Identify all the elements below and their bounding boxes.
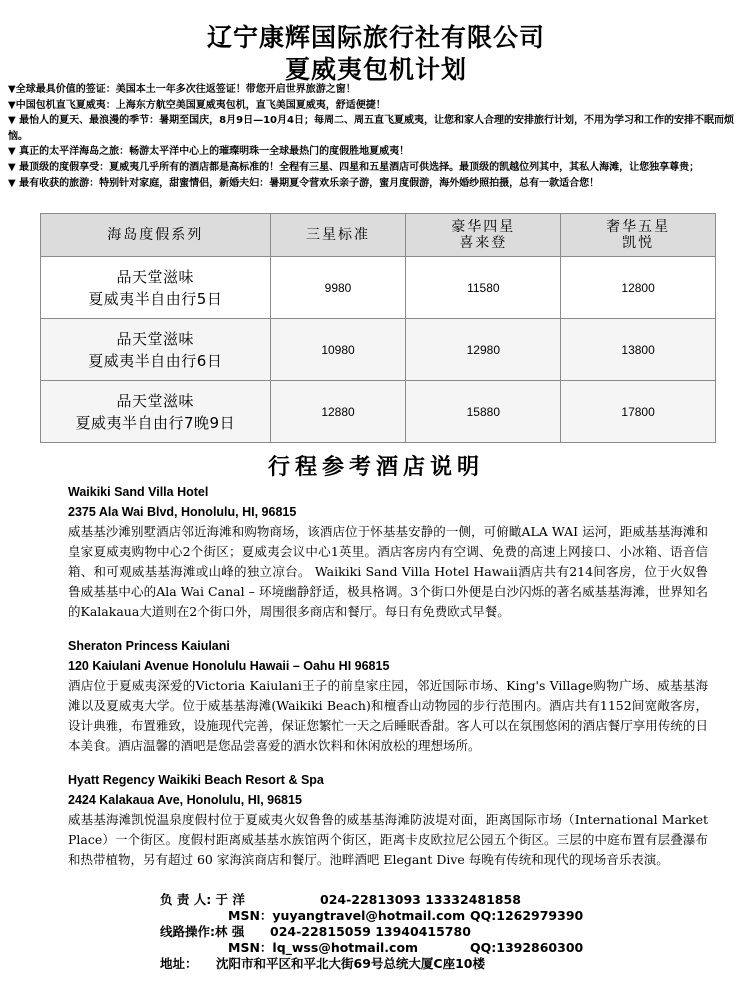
price-three-star: 12880 xyxy=(270,381,406,443)
header-five-star: 奢华五星 凯悦 xyxy=(561,214,716,257)
price-four-star: 11580 xyxy=(406,257,561,319)
header-three-star: 三星标准 xyxy=(270,214,406,257)
hotel-description: 威基基海滩凯悦温泉度假村位于夏威夷火奴鲁鲁的威基基海滩防波堤对面，距离国际市场（International Market Place）一个街区。度假村距离威基基水族馆两个街区，距离卡皮欧拉尼公园五个街区。三层的中庭布置有层叠瀑布和热带植物，另有超过 60 家海滨商店和餐厅。池畔酒吧 Elegant Dive 每晚有传统和现代的现场音乐表演。 xyxy=(68,812,708,867)
address-value: 沈阳市和平区和平北大街69号总统大厦C座10楼 xyxy=(216,956,485,971)
hotel-address: 2375 Ala Wai Blvd, Honolulu, HI, 96815 xyxy=(68,505,297,519)
hotel-section-title: 行程参考酒店说明 xyxy=(267,455,484,480)
contact-row xyxy=(160,908,720,924)
hotel-block-sheraton xyxy=(68,636,708,756)
hotel-block-hyatt xyxy=(68,770,708,870)
package-price-table xyxy=(40,213,716,443)
header-four-star: 豪华四星 喜来登 xyxy=(406,214,561,257)
feature-item: ▼ 最有收获的旅游：特别针对家庭，甜蜜情侣，新婚夫妇：暑期夏令营欢乐亲子游，蜜月度假游，海外婚纱照拍摄，总有一款适合您！ xyxy=(8,177,600,189)
hotel-block-sand-villa xyxy=(68,482,708,622)
contact-manager-msn: MSN：yuyangtravel@hotmail.com xyxy=(228,908,466,923)
contact-row xyxy=(160,940,720,956)
contact-operator-msn: MSN：lq_wss@hotmail.com xyxy=(228,940,419,955)
price-four-star: 12980 xyxy=(406,319,561,381)
contact-info xyxy=(160,892,720,972)
hotel-name: Waikiki Sand Villa Hotel xyxy=(68,485,209,499)
hotel-address: 2424 Kalakaua Ave, Honolulu, HI, 96815 xyxy=(68,793,302,807)
table-row xyxy=(41,257,716,319)
price-three-star: 10980 xyxy=(270,319,406,381)
hotel-description: 威基基沙滩别墅酒店邻近海滩和购物商场，该酒店位于怀基基安静的一侧，可俯瞰ALA WAI 运河，距威基基海滩和皇家夏威夷购物中心2个街区；夏威夷会议中心1英里。酒店客房内有空调、免费的高速上网接口、小冰箱、语音信箱、和可观威基基海滩或山峰的独立凉台。 Waikiki Sand Villa Hotel Hawaii酒店共有214间客房，位于火奴鲁鲁威基基中心的Ala Wai Canal – 环境幽静舒适，极具格调。3个街口外便是白沙闪烁的著名威基基海滩，世界知名的Kalakaua大道则在2个街口外，周围很多商店和餐厅。每日有免费欧式早餐。 xyxy=(68,524,708,619)
price-five-star: 17800 xyxy=(561,381,716,443)
price-five-star: 13800 xyxy=(561,319,716,381)
address-label: 地址： xyxy=(160,956,198,971)
contact-row xyxy=(160,956,720,972)
contact-row xyxy=(160,924,720,940)
package-name-line2: 夏威夷半自由行7晚9日 xyxy=(75,413,236,432)
contact-operator-phone: 024-22815059 13940415780 xyxy=(270,924,471,939)
feature-item: ▼全球最具价值的签证：美国本土一年多次往返签证！带您开启世界旅游之窗！ xyxy=(8,84,356,95)
contact-manager-qq: QQ:1262979390 xyxy=(470,908,584,923)
contact-manager-phone: 024-22813093 13332481858 xyxy=(320,892,521,907)
package-name-line2: 夏威夷半自由行5日 xyxy=(88,289,223,308)
package-name xyxy=(41,257,271,319)
feature-item: ▼中国包机直飞夏威夷：上海东方航空美国夏威夷包机，直飞美国夏威夷，舒适便捷！ xyxy=(8,99,386,111)
price-four-star: 15880 xyxy=(406,381,561,443)
hotel-name: Hyatt Regency Waikiki Beach Resort & Spa xyxy=(68,773,324,787)
package-name-line1: 品天堂滋味 xyxy=(116,267,195,286)
contact-operator: 线路操作:林 强 xyxy=(160,924,245,939)
table-row xyxy=(41,381,716,443)
feature-item: ▼ 最顶级的度假享受：夏威夷几乎所有的酒店都是高标准的！全程有三星、四星和五星酒店可供选择。最顶级的凯越位列其中，其私人海滩，让您独享尊贵； xyxy=(8,161,700,173)
price-five-star: 12800 xyxy=(561,257,716,319)
table-row xyxy=(41,319,716,381)
hotel-name: Sheraton Princess Kaiulani xyxy=(68,639,230,653)
feature-item: ▼ 真正的太平洋海岛之旅：畅游太平洋中心上的璀璨明珠一全球最热门的度假胜地夏威夷！ xyxy=(8,146,410,158)
package-name xyxy=(41,319,271,381)
hotel-address: 120 Kaiulani Avenue Honolulu Hawaii – Oahu HI 96815 xyxy=(68,659,390,673)
package-name xyxy=(41,381,271,443)
feature-list xyxy=(8,82,746,191)
hotel-description: 酒店位于夏威夷深爱的Victoria Kaiulani王子的前皇家庄园，邻近国际市场、King's Village购物广场、威基基海滩以及夏威夷大学。位于威基基海滩(Waikiki Beach)和檀香山动物园的步行范围内。酒店共有1152间宽敞客房，设计典雅，布置雅致，设施现代完善，保证您繁忙一天之后睡眠香甜。客人可以在氛围悠闲的酒店餐厅享用传统的日本美食。酒店温馨的酒吧是您品尝喜爱的酒水饮料和休闲放松的理想场所。 xyxy=(68,678,708,753)
contact-row xyxy=(160,892,720,908)
package-name-line1: 品天堂滋味 xyxy=(116,329,195,348)
package-name-line2: 夏威夷半自由行6日 xyxy=(88,351,223,370)
feature-item: ▼ 最怡人的夏天、最浪漫的季节：暑期至国庆，8月9日—10月4日；每周二、周五直飞夏威夷，让您和家人合理的安排旅行计划，不用为学习和工作的安排不眠而烦恼。 xyxy=(8,115,734,142)
contact-operator-qq: QQ:1392860300 xyxy=(470,940,584,955)
header-series: 海岛度假系列 xyxy=(41,214,271,257)
plan-title: 夏威夷包机计划 xyxy=(284,55,467,84)
contact-manager: 负 责 人: 于 洋 xyxy=(160,892,245,907)
company-title: 辽宁康辉国际旅行社有限公司 xyxy=(206,23,545,52)
price-three-star: 9980 xyxy=(270,257,406,319)
package-name-line1: 品天堂滋味 xyxy=(116,391,195,410)
